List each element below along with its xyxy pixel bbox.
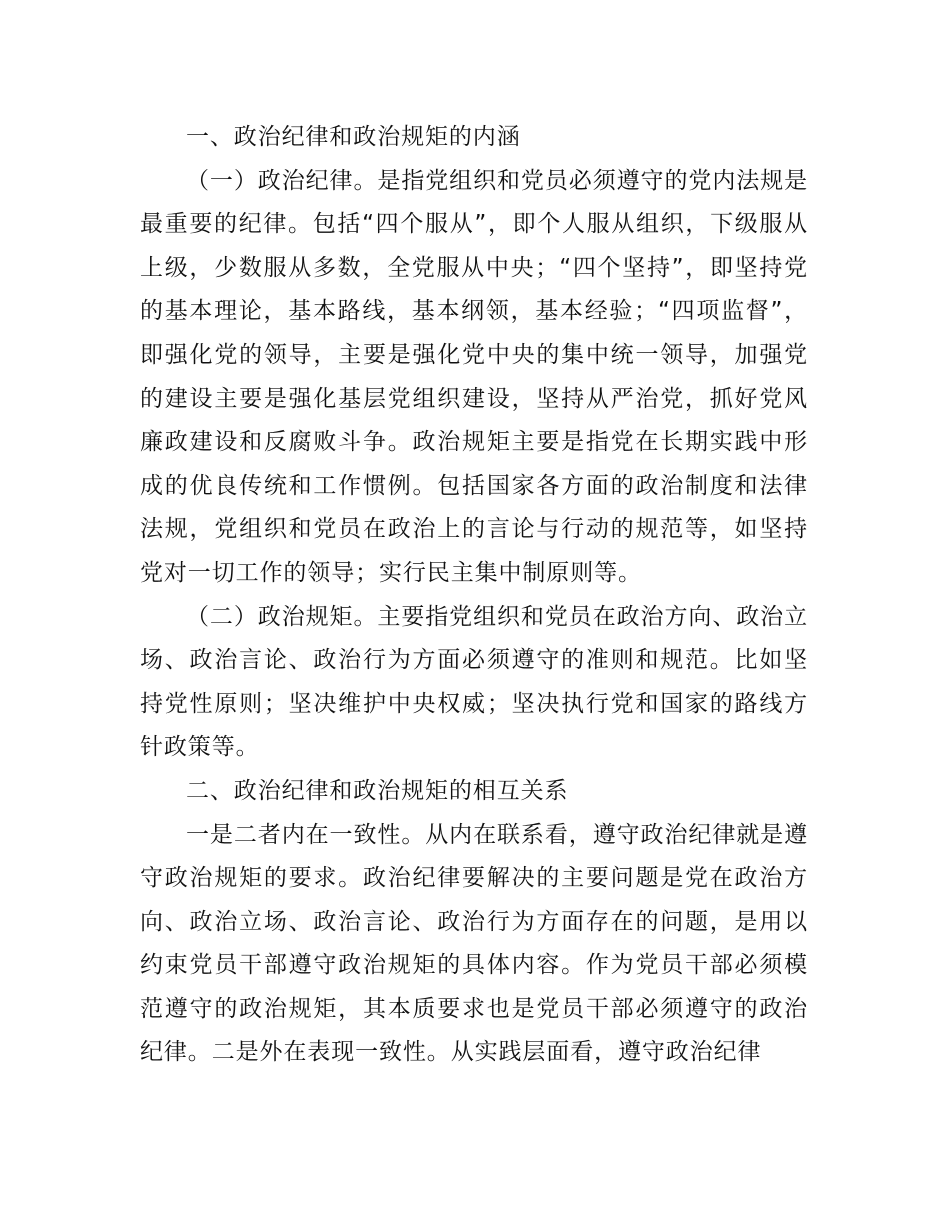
paragraph-relationship: 一是二者内在一致性。从内在联系看，遵守政治纪律就是遵守政治规矩的要求。政治纪律要解决的主要问题是党在政治方向、政治立场、政治言论、政治行为方面存在的问题，是用以约束党员干部遵守政治规矩的具体内容。作为党员干部必须模范遵守的政治规矩，其本质要求也是党员干部必须遵守的政治纪律。二是外在表现一致性。从实践层面看，遵守政治纪律 [140,821,808,1066]
section-heading-2: 二、政治纪律和政治规矩的相互关系 [186,777,569,804]
paragraph-political-rules: （二）政治规矩。主要指党组织和党员在政治方向、政治立场、政治言论、政治行为方面必须遵守的准则和规范。比如坚持党性原则；坚决维护中央权威；坚决执行党和国家的路线方针政策等。 [140,603,808,761]
document-body [140,116,808,1075]
paragraph-political-discipline: （一）政治纪律。是指党组织和党员必须遵守的党内法规是最重要的纪律。包括“四个服从”，即个人服从组织，下级服从上级，少数服从多数，全党服从中央；“四个坚持”，即坚持党的基本理论，基本路线，基本纲领，基本经验；“四项监督”，即强化党的领导，主要是强化党中央的集中统一领导，加强党的建设主要是强化基层党组织建设，坚持从严治党，抓好党风廉政建设和反腐败斗争。政治规矩主要是指党在长期实践中形成的优良传统和工作惯例。包括国家各方面的政治制度和法律法规，党组织和党员在政治上的言论与行动的规范等，如坚持党对一切工作的领导；实行民主集中制原则等。 [140,167,808,586]
section-heading-1: 一、政治纪律和政治规矩的内涵 [186,124,521,150]
